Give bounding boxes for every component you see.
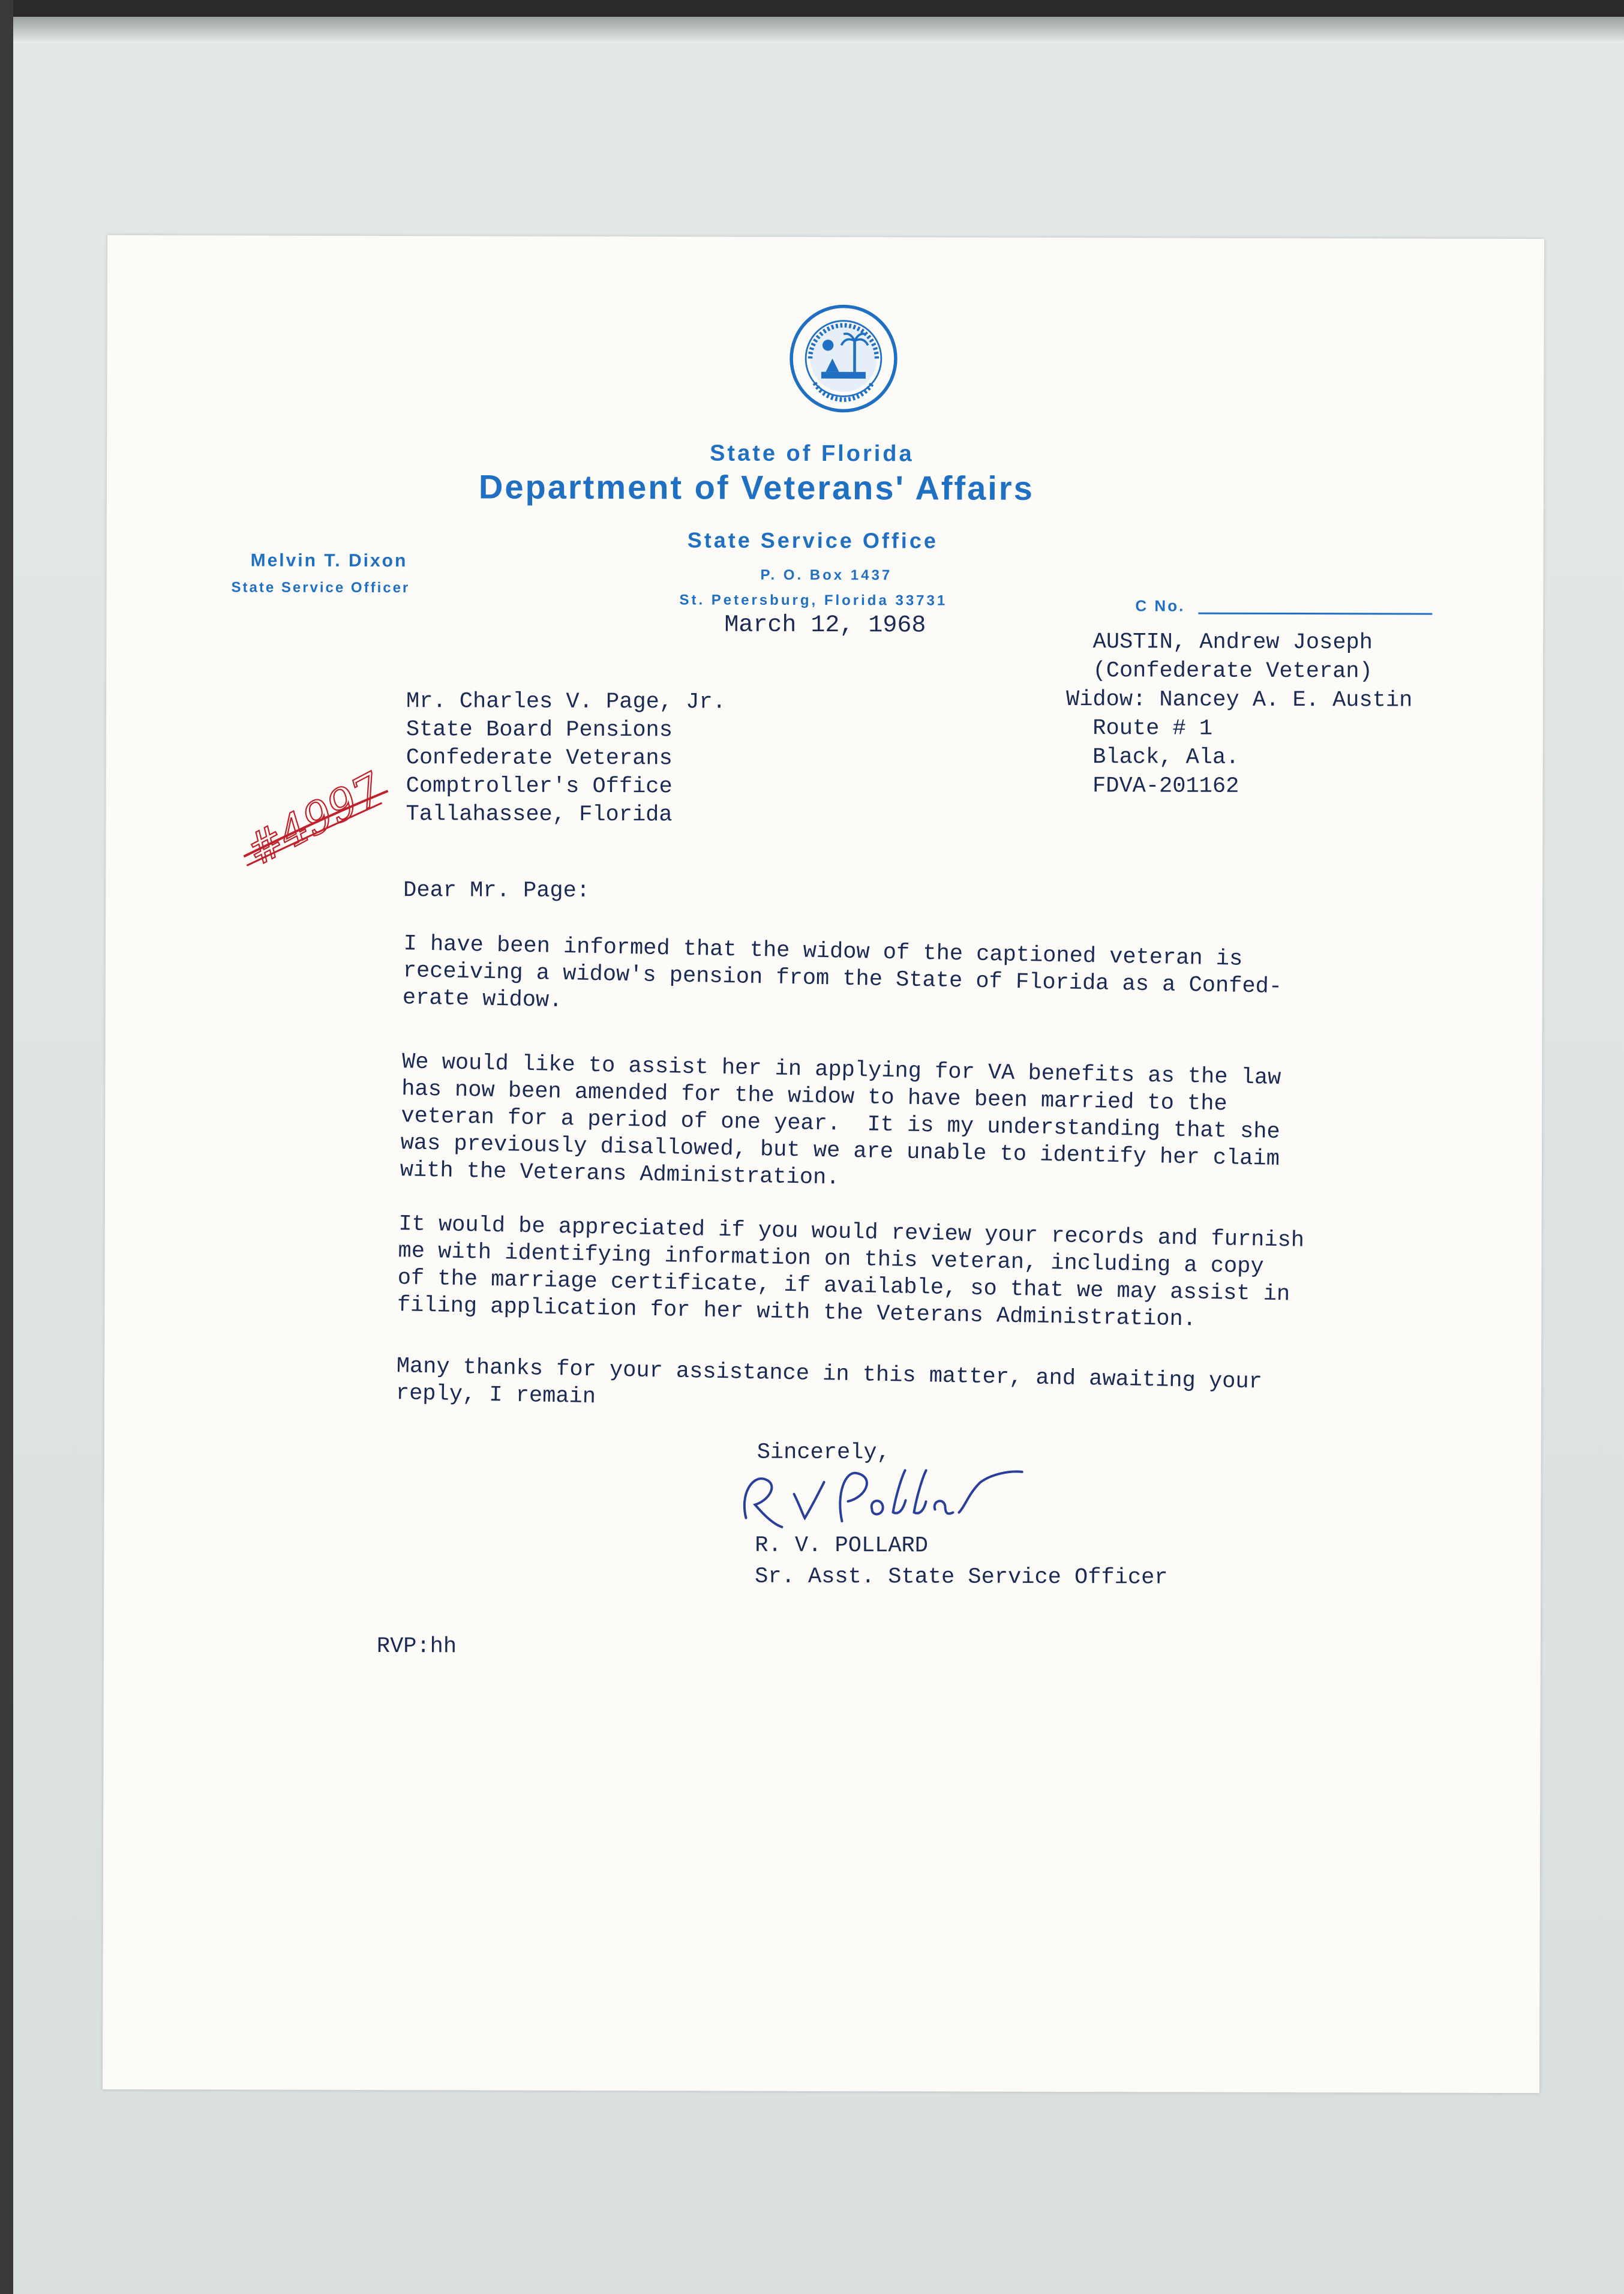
letterhead-office: State Service Office <box>687 527 938 553</box>
reference-initials: RVP:hh <box>376 1634 457 1660</box>
case-block <box>1066 628 1413 802</box>
case-line: Route # 1 <box>1065 716 1213 742</box>
salutation: Dear Mr. Page: <box>403 878 590 904</box>
scanner-frame-top <box>0 0 1624 17</box>
recipient-line: Mr. Charles V. Page, Jr. <box>406 689 726 715</box>
recipient-line: State Board Pensions <box>406 717 673 743</box>
signer-block <box>755 1530 1168 1594</box>
scanner-frame-shadow <box>13 17 1624 41</box>
body-paragraph: Many thanks for your assistance in this matter, and awaiting your reply, I remain <box>395 1354 1263 1410</box>
letterhead-state: State of Florida <box>710 440 914 467</box>
case-line: Widow: Nancey A. E. Austin <box>1065 687 1413 713</box>
letterhead-city: St. Petersburg, Florida 33731 <box>679 592 948 609</box>
letter-page <box>103 235 1544 2093</box>
body-paragraph: We would like to assist her in applying for VA benefits as the law has now been amended for the widow to have been married to the veteran for a period of one year. It is my understanding that she was previously disallowed, but we are unable to identify her claim with the Veterans Administration. <box>400 1049 1281 1191</box>
case-number-label: C No. <box>1135 596 1185 615</box>
recipient-address <box>406 688 726 829</box>
handwritten-number-text: #4997 <box>238 763 391 876</box>
florida-seal-icon <box>788 303 899 414</box>
recipient-line: Comptroller's Office <box>406 773 673 800</box>
body-paragraph: It would be appreciated if you would review your records and furnish me with identifying information on this veteran, including a copy of the marriage certificate, if available, so that we may assist in filing application for her with the Veterans Administration. <box>397 1212 1305 1333</box>
body-paragraph: I have been informed that the widow of the captioned veteran is receiving a widow's pension from the State of Florida as a Confed- erate widow. <box>402 931 1283 1014</box>
letterhead-po-box: P. O. Box 1437 <box>760 566 893 584</box>
letterhead-department: Department of Veterans' Affairs <box>478 467 1034 507</box>
case-number-line <box>1198 613 1432 615</box>
signer-title: Sr. Asst. State Service Officer <box>755 1564 1168 1591</box>
closing: Sincerely, <box>757 1440 890 1466</box>
scanner-frame-left <box>0 0 13 2294</box>
case-line: Black, Ala. <box>1065 745 1239 770</box>
case-line: AUSTIN, Andrew Joseph <box>1066 629 1373 656</box>
letterhead-officer-name: Melvin T. Dixon <box>250 550 408 571</box>
signer-name: R. V. POLLARD <box>755 1533 929 1559</box>
case-line: (Confederate Veteran) <box>1066 658 1373 685</box>
recipient-line: Tallahassee, Florida <box>406 802 673 828</box>
letterhead-officer-title: State Service Officer <box>231 579 410 596</box>
handwritten-case-number <box>226 736 406 887</box>
case-line: FDVA-201162 <box>1065 773 1239 799</box>
letter-date: March 12, 1968 <box>724 611 926 640</box>
recipient-line: Confederate Veterans <box>406 745 673 772</box>
